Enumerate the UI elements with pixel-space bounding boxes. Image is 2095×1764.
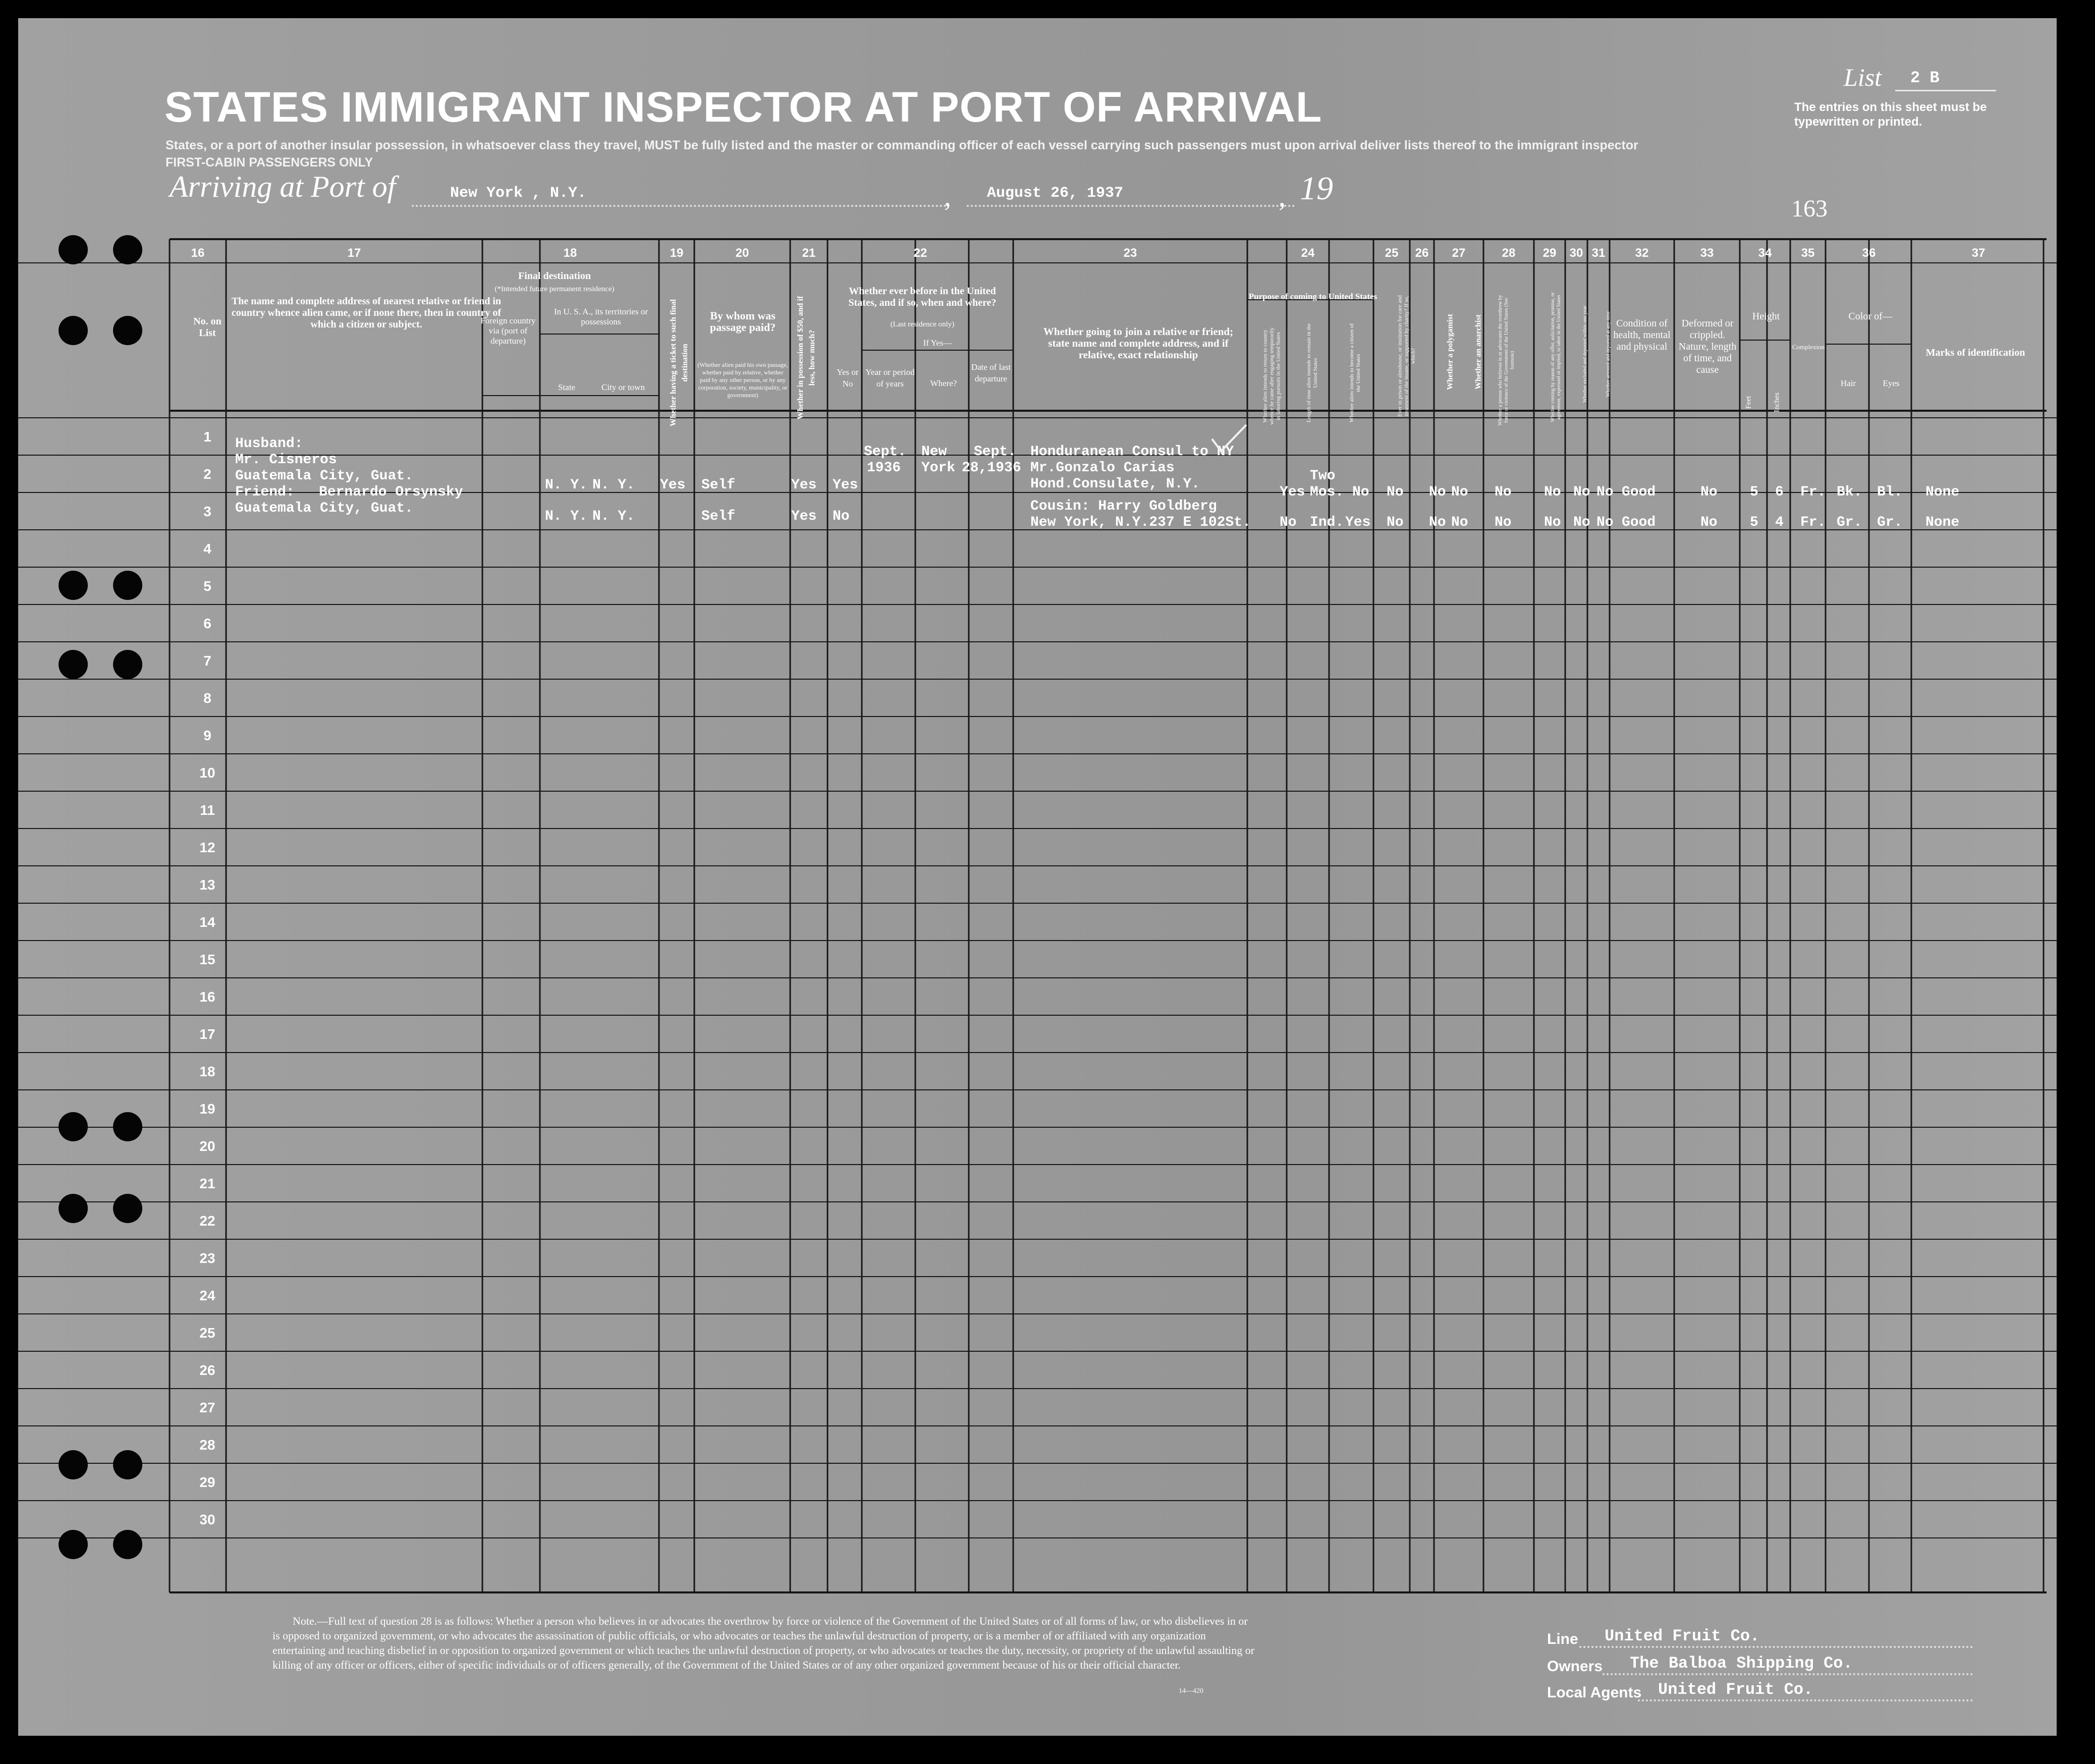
row-number: 17 bbox=[199, 1026, 215, 1042]
entry-2-health: Good bbox=[1622, 515, 1656, 530]
checkmark-icon bbox=[1209, 422, 1249, 457]
list-number: 2 B bbox=[1910, 69, 1940, 87]
column-number: 19 bbox=[670, 246, 684, 260]
entry-2-col30: No bbox=[1573, 515, 1590, 530]
column-number: 26 bbox=[1415, 246, 1429, 260]
page-title: STATES IMMIGRANT INSPECTOR AT PORT OF ARRIVAL bbox=[164, 83, 1322, 131]
col18-heading: Final destination bbox=[518, 270, 591, 282]
year-prefix: 19 bbox=[1300, 170, 1333, 207]
column-number: 28 bbox=[1502, 246, 1516, 260]
column-number: 23 bbox=[1123, 246, 1137, 260]
entry-1-fifty: Yes bbox=[791, 477, 817, 493]
arrival-date: August 26, 1937 bbox=[987, 185, 1124, 202]
col18-state: State bbox=[558, 382, 575, 392]
entry-2-deformed: No bbox=[1700, 515, 1718, 530]
column-number: 31 bbox=[1591, 246, 1606, 260]
entry-1-col29: No bbox=[1544, 484, 1561, 500]
column-number: 16 bbox=[191, 246, 205, 260]
column-number: 18 bbox=[563, 246, 577, 260]
column-number: 36 bbox=[1862, 246, 1876, 260]
arriving-label: Arriving at Port of bbox=[170, 170, 396, 203]
col24a-heading: Whether alien intends to return to country whence he came after engaging temporarily in laboring pursuits in the United States bbox=[1262, 327, 1282, 425]
typewritten-note: The entries on this sheet must be typewritten or printed. bbox=[1794, 100, 1987, 129]
punch-hole bbox=[113, 571, 142, 600]
col26-heading: Whether a polygamist bbox=[1446, 314, 1455, 390]
class-note: FIRST-CABIN PASSENGERS ONLY bbox=[166, 155, 373, 170]
list-label: List bbox=[1844, 63, 1882, 91]
row-number: 15 bbox=[199, 952, 215, 967]
row-number: 14 bbox=[199, 914, 215, 930]
col21-heading: Whether in possession of $50, and if less, how much? bbox=[796, 296, 816, 420]
row-number: 20 bbox=[199, 1138, 215, 1154]
column-number: 35 bbox=[1801, 246, 1815, 260]
col34-heading: Height bbox=[1752, 311, 1780, 322]
entry-1-state: N. Y. bbox=[545, 477, 588, 493]
entry-1-date-a: Sept. bbox=[974, 444, 1017, 460]
entry-2-col25: No bbox=[1387, 515, 1404, 530]
col31-heading: Whether arrested and deported at any time bbox=[1606, 311, 1611, 397]
col22-year: Year or period of years bbox=[865, 367, 915, 389]
form-number: 14—420 bbox=[1179, 1687, 1203, 1695]
entry-1-marks: None bbox=[1925, 484, 1960, 500]
row-number: 19 bbox=[199, 1101, 215, 1117]
row-number: 11 bbox=[200, 802, 215, 818]
entry-1-deformed: No bbox=[1700, 484, 1718, 500]
col34-feet: Feet bbox=[1744, 396, 1753, 409]
punch-hole bbox=[59, 1194, 88, 1223]
col30-heading: Whether excluded and deported within one year bbox=[1582, 305, 1588, 403]
punch-hole bbox=[113, 235, 142, 264]
entry-1-health: Good bbox=[1622, 484, 1656, 500]
entry-2-hair: Gr. bbox=[1837, 515, 1862, 530]
punch-hole bbox=[113, 650, 142, 679]
column-number: 33 bbox=[1700, 246, 1714, 260]
comma: , bbox=[944, 181, 951, 212]
row-number: 28 bbox=[199, 1437, 215, 1453]
entry-1-label: Husband: bbox=[235, 436, 303, 452]
local-agents-label: Local Agents bbox=[1547, 1684, 1642, 1701]
punch-hole bbox=[59, 650, 88, 679]
col32-heading: Condition of health, mental and physical bbox=[1613, 318, 1671, 352]
punch-hole bbox=[59, 571, 88, 600]
entry-1-col30: No bbox=[1573, 484, 1590, 500]
line-underline bbox=[1579, 1646, 1973, 1648]
column-number: 20 bbox=[735, 246, 749, 260]
row-number: 6 bbox=[203, 616, 211, 631]
entry-2-join-1: Cousin: Harry Goldberg bbox=[1030, 499, 1217, 514]
entry-2-address: Guatemala City, Guat. bbox=[235, 501, 413, 516]
col33-heading: Deformed or crippled. Nature, length of time, and cause bbox=[1678, 318, 1737, 375]
column-number: 29 bbox=[1542, 246, 1557, 260]
row-number: 2 bbox=[203, 466, 211, 482]
row-number: 30 bbox=[199, 1512, 215, 1527]
entry-1-join-1: Honduranean Consul to NY bbox=[1030, 444, 1234, 460]
col19-heading: Whether having a ticket to such final destination bbox=[669, 299, 689, 427]
column-number: 25 bbox=[1385, 246, 1399, 260]
entry-2-purpose-a: No bbox=[1280, 515, 1297, 530]
entry-1-year-b: 1936 bbox=[867, 460, 901, 476]
line-label: Line bbox=[1547, 1631, 1578, 1647]
row-number: 5 bbox=[203, 578, 211, 594]
row-number: 25 bbox=[199, 1325, 215, 1341]
col18-city: City or town bbox=[601, 382, 645, 392]
row-number: 21 bbox=[199, 1176, 215, 1191]
manifest-sheet bbox=[18, 18, 2057, 1736]
col24-heading: Purpose of coming to United States bbox=[1248, 292, 1377, 301]
row-number: 1 bbox=[203, 429, 211, 445]
col36-heading: Color of— bbox=[1848, 311, 1893, 322]
col23-heading: Whether going to join a relative or friend; state name and complete address, and if relative, exact relationship bbox=[1043, 325, 1234, 361]
entry-2-state: N. Y. bbox=[545, 509, 588, 524]
entry-1-col25: No bbox=[1387, 484, 1404, 500]
entry-1-ever-before: Yes bbox=[833, 477, 858, 493]
entry-1-purpose-b1: Two bbox=[1310, 468, 1336, 484]
entry-1-feet: 5 bbox=[1750, 484, 1758, 500]
entry-1-paid-by: Self bbox=[701, 477, 736, 493]
entry-2-col31: No bbox=[1596, 515, 1614, 530]
entry-2-col28: No bbox=[1495, 515, 1512, 530]
punch-hole bbox=[59, 1450, 88, 1479]
instructions-text: States, or a port of another insular possession, in whatsoever class they travel, MUST be fully listed and the master or commanding officer of each vessel carrying such passengers must upon arrival deliver lists thereof to the immigrant inspector bbox=[166, 138, 1638, 152]
col25-heading: Ever in prison or almshouse, or institution for care and treatment of the insane, or supported by charity? If so, which? bbox=[1397, 295, 1416, 417]
col24b-heading: Length of time alien intends to remain in the United States bbox=[1306, 323, 1318, 423]
local-agents-underline bbox=[1638, 1699, 1973, 1701]
col22-date: Date of last departure bbox=[971, 362, 1011, 383]
port-value: New York , N.Y. bbox=[450, 185, 587, 202]
entry-1-col26: No bbox=[1429, 484, 1446, 500]
owners-underline bbox=[1603, 1673, 1973, 1675]
entry-1-hair: Bk. bbox=[1837, 484, 1862, 500]
entry-2-col27: No bbox=[1451, 515, 1468, 530]
entry-1-ticket: Yes bbox=[660, 477, 686, 493]
col29-heading: Whether coming by reason of any offer, solicitation, promise, or agreement, expressed or implied, to labor in the United States bbox=[1550, 292, 1562, 422]
col37-heading: Marks of identification bbox=[1925, 347, 2025, 358]
entry-2-ever-before: No bbox=[833, 509, 850, 524]
col35-heading: Complexion bbox=[1792, 343, 1825, 351]
local-agents-value: United Fruit Co. bbox=[1658, 1680, 1813, 1699]
entry-1-col28: No bbox=[1495, 484, 1512, 500]
entry-1-city: N. Y. bbox=[592, 477, 635, 493]
question-28-note: Note.—Full text of question 28 is as follows: Whether a person who believes in or advocates the overthrow by force or violence of the Government of the United States or of all forms of law, or who disbelieves in or is opposed to organized government, or who advocates the assassination of public officials, or who advocates or teaches the unlawful destruction of property, or is a member of or affiliated with any organization entertaining and teaching disbelief in or opposition to organized government or which teaches the unlawful destruction of property, or who advocates or teaches the duty, necessity, or propriety of the unlawful assaulting or killing of any officer or officers, either of specific individuals or of officers generally, of the Government of the United States or of any other organized government because of his or their official character. bbox=[272, 1615, 1255, 1671]
entry-2-label: Friend: bbox=[235, 484, 295, 500]
col22-note: (Last residence only) bbox=[890, 320, 955, 328]
row-number: 29 bbox=[199, 1474, 215, 1490]
row-number: 13 bbox=[199, 877, 215, 893]
column-number: 27 bbox=[1452, 246, 1466, 260]
punch-hole bbox=[59, 235, 88, 264]
entry-2-purpose-b: Ind. bbox=[1310, 515, 1344, 530]
entry-1-address: Guatemala City, Guat. bbox=[235, 468, 413, 484]
punch-hole bbox=[113, 1194, 142, 1223]
entry-2-paid-by: Self bbox=[701, 509, 736, 524]
col22-ifyes: If Yes— bbox=[923, 338, 952, 348]
col36-eyes: Eyes bbox=[1883, 378, 1900, 388]
col20-note: (Whether alien paid his own passage, whether paid by relative, whether paid by any other person, or by any corporation, society, municipality, or government) bbox=[697, 361, 788, 399]
column-number: 24 bbox=[1301, 246, 1315, 260]
col18-note: (*Intended future permanent residence) bbox=[494, 285, 615, 293]
row-number: 4 bbox=[203, 541, 211, 557]
row-number: 8 bbox=[203, 690, 211, 706]
row-number: 12 bbox=[199, 840, 215, 855]
entry-2-complexion: Fr. bbox=[1800, 515, 1826, 530]
owners-value: The Balboa Shipping Co. bbox=[1630, 1654, 1853, 1673]
entry-1-join-3: Hond.Consulate, N.Y. bbox=[1030, 476, 1200, 492]
entry-1-purpose-b2: Mos. bbox=[1310, 484, 1344, 500]
col22-yesno: Yes or No bbox=[837, 367, 859, 389]
entry-1-purpose-a: Yes bbox=[1280, 484, 1305, 500]
column-number: 37 bbox=[1971, 246, 1986, 260]
col27-heading: Whether an anarchist bbox=[1474, 314, 1483, 390]
punch-hole bbox=[113, 316, 142, 345]
entry-1-name: Mr. Cisneros bbox=[235, 452, 337, 468]
row-number: 9 bbox=[203, 728, 211, 743]
entry-1-eyes: Bl. bbox=[1877, 484, 1903, 500]
row-number: 16 bbox=[199, 989, 215, 1005]
col17-heading: The name and complete address of nearest relative or friend in country whence alien came, or if none there, then in country of which a citizen or subject. bbox=[231, 296, 502, 330]
punch-hole bbox=[59, 1530, 88, 1559]
line-value: United Fruit Co. bbox=[1605, 1627, 1760, 1645]
row-number: 26 bbox=[199, 1362, 215, 1378]
column-number: 30 bbox=[1569, 246, 1583, 260]
row-number: 3 bbox=[203, 504, 211, 519]
punch-hole bbox=[59, 316, 88, 345]
col24c-heading: Whether alien intends to become a citizen of the United States bbox=[1349, 323, 1361, 423]
punch-hole bbox=[113, 1112, 142, 1141]
col28-heading: Whether a person who believes in or advocates the overthrow by force or violence of the Government of the United States (See footnote) bbox=[1498, 295, 1515, 426]
entry-1-col27: No bbox=[1451, 484, 1468, 500]
entry-1-where-b: York bbox=[921, 460, 956, 476]
punch-hole bbox=[113, 1450, 142, 1479]
col36-hair: Hair bbox=[1840, 378, 1856, 388]
column-number: 21 bbox=[802, 246, 816, 260]
entry-1-purpose-c: No bbox=[1352, 484, 1369, 500]
row-number: 22 bbox=[199, 1213, 215, 1229]
col22-where: Where? bbox=[930, 378, 957, 388]
manifest-grid bbox=[18, 18, 2057, 1736]
column-number: 34 bbox=[1758, 246, 1772, 260]
entry-2-col29: No bbox=[1544, 515, 1561, 530]
row-number: 27 bbox=[199, 1400, 215, 1415]
entry-1-complexion: Fr. bbox=[1800, 484, 1826, 500]
entry-1-col31: No bbox=[1596, 484, 1614, 500]
entry-2-feet: 5 bbox=[1750, 515, 1758, 530]
entry-2-join-2: New York, N.Y.237 E 102St. bbox=[1030, 515, 1251, 530]
entry-2-marks: None bbox=[1925, 515, 1960, 530]
entry-2-eyes: Gr. bbox=[1877, 515, 1903, 530]
entry-2-fifty: Yes bbox=[791, 509, 817, 524]
col18-usa: In U. S. A., its territories or possessions bbox=[554, 307, 648, 326]
entry-1-year-a: Sept. bbox=[864, 444, 907, 460]
entry-1-where-a: New bbox=[921, 444, 947, 460]
col18-foreign: Foreign country via (port of departure) bbox=[480, 316, 536, 346]
punch-hole bbox=[113, 1530, 142, 1559]
row-number: 24 bbox=[199, 1288, 215, 1303]
entry-2-city: N. Y. bbox=[592, 509, 635, 524]
col22-heading: Whether ever before in the United States, and if so, when and where? bbox=[848, 286, 997, 308]
entry-2-name: Bernardo Orsynsky bbox=[319, 484, 463, 500]
row-number: 7 bbox=[203, 653, 211, 669]
column-number: 22 bbox=[913, 246, 927, 260]
col16-heading: No. on List bbox=[193, 316, 222, 339]
comma: , bbox=[1279, 181, 1286, 212]
column-number: 17 bbox=[347, 246, 361, 260]
punch-hole bbox=[59, 1112, 88, 1141]
entry-2-col26: No bbox=[1429, 515, 1446, 530]
entry-2-inches: 4 bbox=[1775, 515, 1784, 530]
owners-label: Owners bbox=[1547, 1658, 1603, 1675]
page-number: 163 bbox=[1791, 195, 1828, 222]
entry-1-inches: 6 bbox=[1775, 484, 1784, 500]
row-number: 18 bbox=[199, 1064, 215, 1079]
col20-heading: By whom was passage paid? bbox=[709, 309, 776, 334]
entry-1-date-b: 28,1936 bbox=[962, 460, 1021, 476]
entry-1-join-2: Mr.Gonzalo Carias bbox=[1030, 460, 1175, 476]
entry-2-purpose-c: Yes bbox=[1345, 515, 1371, 530]
column-number: 32 bbox=[1635, 246, 1649, 260]
row-number: 10 bbox=[199, 765, 215, 781]
row-number: 23 bbox=[199, 1250, 215, 1266]
col34-inches: Inches bbox=[1773, 392, 1781, 413]
